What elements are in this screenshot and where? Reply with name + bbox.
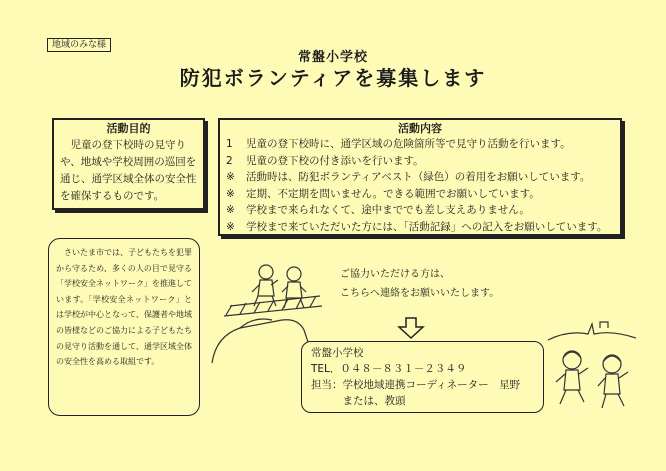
arrow-down-icon xyxy=(398,317,424,339)
item-mark: ※ xyxy=(226,204,235,217)
children-walking-illustration xyxy=(548,318,638,418)
content-item xyxy=(226,186,614,203)
safety-network-box: さいたま市では、子どもたちを犯罪から守るため、多くの人の目で見守る「学校安全ネットワーク」を推進しています。「学校安全ネットワーク」とは学校が中心となって、保護者や地域の皆様などのご協力による子どもたちの見守り活動を通して、通学区域全体の安全性を高める取組です。 xyxy=(48,238,200,416)
content-item xyxy=(226,202,614,219)
contact-alternate: または、教頭 xyxy=(311,395,406,407)
content-heading: 活動内容 xyxy=(398,122,442,135)
item-text: 児童の登下校時に、通学区域の危険箇所等で見守り活動を行います。 xyxy=(246,138,571,150)
item-text: 学校まで来られなくて、途中まででも差し支えありません。 xyxy=(246,204,530,217)
page-title: 防犯ボランティアを募集します xyxy=(179,66,487,90)
item-text: 定期、不定期を問いません。できる範囲でお願いしています。 xyxy=(246,187,540,200)
content-item xyxy=(226,153,614,170)
contact-phone: TEL．０４８－８３１－２３４９ xyxy=(311,363,467,375)
item-mark: ※ xyxy=(226,171,235,184)
purpose-heading: 活動目的 xyxy=(106,122,151,135)
item-mark: ※ xyxy=(226,187,235,200)
cta-line-2: こちらへ連絡をお願いいたします。 xyxy=(340,288,500,299)
item-text: 学校まで来ていただいた方には、「活動記録」への記入をお願いしています。 xyxy=(246,220,608,233)
item-text: 児童の登下校の付き添いを行います。 xyxy=(246,154,424,167)
activity-content-box xyxy=(218,118,622,236)
item-mark: ※ xyxy=(226,220,235,233)
contact-box xyxy=(301,341,544,413)
school-name: 常盤小学校 xyxy=(297,50,368,65)
item-mark: 1 xyxy=(226,138,233,150)
content-item xyxy=(226,219,614,236)
item-mark: 2 xyxy=(226,154,233,167)
item-text: 活動時は、防犯ボランティアベスト（緑色）の着用をお願いしています。 xyxy=(246,171,591,184)
purpose-text: 児童の登下校時の見守りや、地域や学校周囲の巡回を通じ、通学区域全体の安全性を確保するものです。 xyxy=(60,139,197,202)
content-item xyxy=(226,169,614,186)
purpose-box xyxy=(52,118,205,210)
cta-line-1: ご協力いただける方は、 xyxy=(340,269,450,280)
audience-tag: 地域のみな様 xyxy=(47,38,111,52)
contact-school: 常盤小学校 xyxy=(311,347,364,359)
content-item xyxy=(226,136,614,153)
contact-person: 担当：学校地域連携コーディネーター 星野 xyxy=(311,379,521,391)
